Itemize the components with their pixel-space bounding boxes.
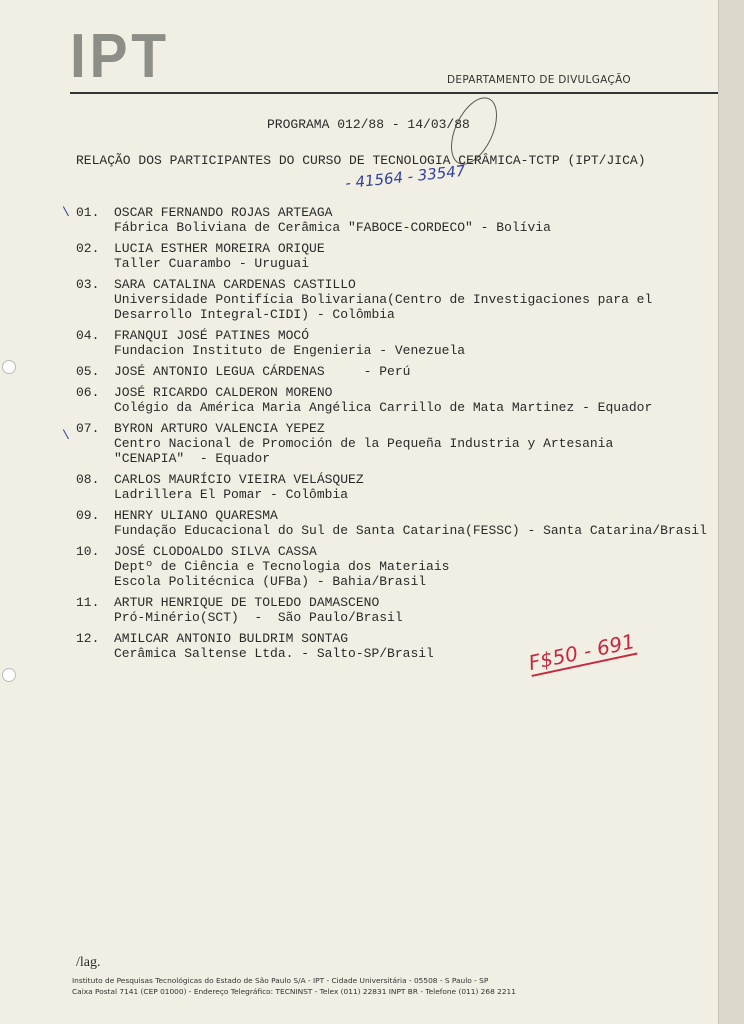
participant-item <box>76 472 707 502</box>
participant-institution: Taller Cuarambo - Uruguai <box>114 256 310 271</box>
participant-name: ARTUR HENRIQUE DE TOLEDO DAMASCENO <box>114 595 380 610</box>
participant-institution: Centro Nacional de Promoción de la Pequeña Industria y Artesania <box>114 436 614 451</box>
participant-institution: Deptº de Ciência e Tecnologia dos Materiais <box>114 559 450 574</box>
footer-line: Caixa Postal 7141 (CEP 01000) - Endereço Telegráfico: TECNINST - Telex (011) 22831 INPT BR - Telefone (011) 268 2211 <box>72 987 516 996</box>
participant-institution: Desarrollo Integral-CIDI) - Colômbia <box>114 307 395 322</box>
typist-initials: /lag. <box>76 955 101 970</box>
participant-item <box>76 421 707 466</box>
tick-mark: \ <box>62 428 70 443</box>
participant-institution: Universidade Pontifícia Bolivariana(Centro de Investigaciones para el <box>114 292 653 307</box>
participant-number: 01. <box>76 205 100 220</box>
participant-item <box>76 328 707 358</box>
participant-institution: Fábrica Boliviana de Cerâmica "FABOCE-CORDECO" - Bolívia <box>114 220 551 235</box>
participant-name: OSCAR FERNANDO ROJAS ARTEAGA <box>114 205 333 220</box>
footer-address <box>72 975 516 997</box>
header-rule <box>70 92 718 94</box>
ipt-logo: IPT <box>70 22 170 91</box>
participant-number: 08. <box>76 472 100 487</box>
participant-name: JOSÉ CLODOALDO SILVA CASSA <box>114 544 317 559</box>
participant-item <box>76 385 707 415</box>
participant-item <box>76 544 707 589</box>
participant-number: 12. <box>76 631 100 646</box>
participant-name: FRANQUI JOSÉ PATINES MOCÓ <box>114 328 310 343</box>
participant-number: 11. <box>76 595 100 610</box>
participant-number: 09. <box>76 508 100 523</box>
participant-institution: Cerâmica Saltense Ltda. - Salto-SP/Brasil <box>114 646 434 661</box>
punch-hole <box>2 360 16 374</box>
participant-institution: Fundacion Instituto de Engenieria - Venezuela <box>114 343 466 358</box>
participant-name: HENRY ULIANO QUARESMA <box>114 508 278 523</box>
participant-name: LUCIA ESTHER MOREIRA ORIQUE <box>114 241 325 256</box>
participant-institution: Escola Politécnica (UFBa) - Bahia/Brasil <box>114 574 427 589</box>
participant-item <box>76 595 707 625</box>
participant-number: 06. <box>76 385 100 400</box>
footer-line: Instituto de Pesquisas Tecnológicas do Estado de São Paulo S/A - IPT - Cidade Universitária - 05508 - S Paulo - SP <box>72 976 489 985</box>
punch-hole <box>2 668 16 682</box>
participant-name: JOSÉ ANTONIO LEGUA CÁRDENAS - Perú <box>114 364 411 379</box>
participant-name: BYRON ARTURO VALENCIA YEPEZ <box>114 421 325 436</box>
participant-number: 07. <box>76 421 100 436</box>
tick-mark: \ <box>62 205 70 220</box>
document-title: RELAÇÃO DOS PARTICIPANTES DO CURSO DE TECNOLOGIA CERÂMICA-TCTP (IPT/JICA) <box>76 153 646 168</box>
participant-name: CARLOS MAURÍCIO VIEIRA VELÁSQUEZ <box>114 472 364 487</box>
participant-name: SARA CATALINA CARDENAS CASTILLO <box>114 277 356 292</box>
participant-institution: Fundação Educacional do Sul de Santa Catarina(FESSC) - Santa Catarina/Brasil <box>114 523 707 538</box>
participant-item <box>76 205 707 235</box>
participant-number: 03. <box>76 277 100 292</box>
participant-institution: "CENAPIA" - Equador <box>114 451 271 466</box>
participant-number: 10. <box>76 544 100 559</box>
program-line: PROGRAMA 012/88 - 14/03/88 <box>267 117 470 132</box>
participant-institution: Pró-Minério(SCT) - São Paulo/Brasil <box>114 610 403 625</box>
participant-list <box>76 205 707 667</box>
participant-number: 02. <box>76 241 100 256</box>
participant-institution: Ladrillera El Pomar - Colômbia <box>114 487 349 502</box>
participant-item <box>76 364 707 379</box>
department-name: DEPARTAMENTO DE DIVULGAÇÃO <box>447 74 631 86</box>
participant-item <box>76 277 707 322</box>
participant-number: 04. <box>76 328 100 343</box>
blue-handwritten-note: - 41564 - 33547 <box>344 161 467 193</box>
participant-item <box>76 241 707 271</box>
participant-name: AMILCAR ANTONIO BULDRIM SONTAG <box>114 631 349 646</box>
participant-institution: Colégio da América Maria Angélica Carrillo de Mata Martinez - Equador <box>114 400 653 415</box>
participant-number: 05. <box>76 364 100 379</box>
participant-name: JOSÉ RICARDO CALDERON MORENO <box>114 385 333 400</box>
scan-edge <box>718 0 744 1024</box>
participant-item <box>76 508 707 538</box>
red-handwritten-note: F$50 - 691 <box>526 629 637 675</box>
